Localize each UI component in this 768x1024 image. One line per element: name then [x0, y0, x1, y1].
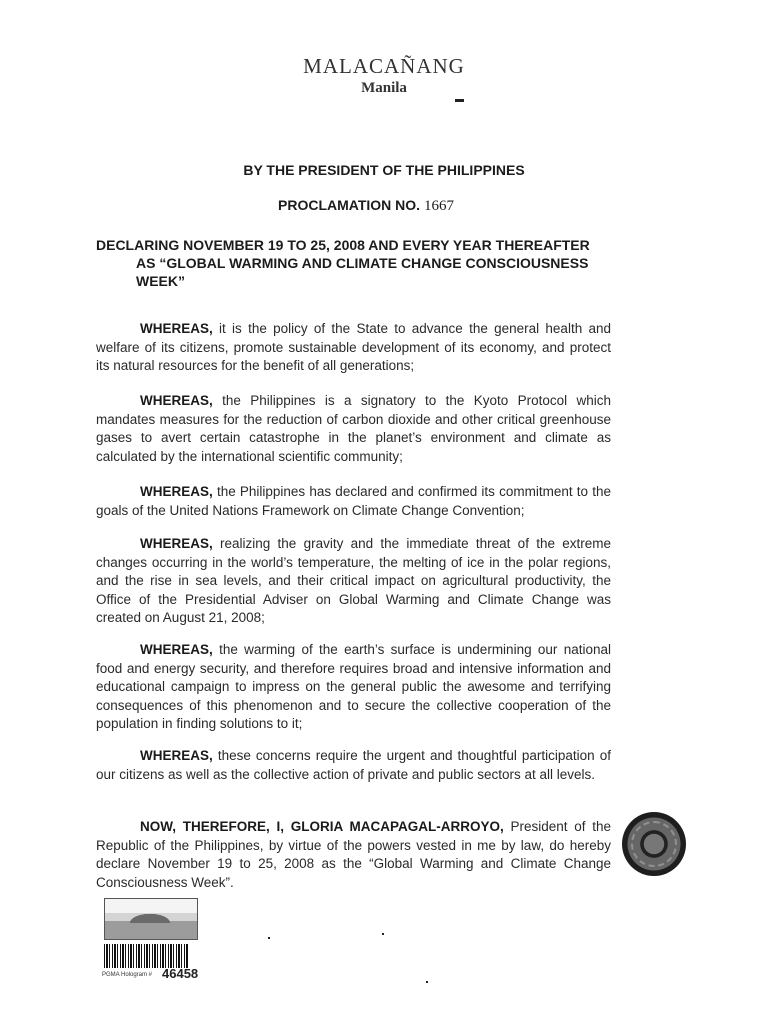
whereas-clause-3 — [96, 483, 611, 520]
clause-lead: WHEREAS, — [140, 321, 213, 336]
office-name: MALACAÑANG — [303, 54, 465, 78]
proclamation-label: PROCLAMATION NO. — [278, 197, 421, 213]
scan-speck — [382, 933, 384, 935]
barcode — [104, 944, 188, 968]
clause-text: President of the Republic of the Philippines, by virtue of the powers vested in me by law, do hereby declare November 19 to 25, 2008 as the “Global Warming and Climate Change Consciousness Week”. — [96, 819, 612, 890]
office-city: Manila — [361, 80, 407, 96]
clause-lead: WHEREAS, — [140, 536, 213, 551]
proclamation-number: 1667 — [423, 198, 454, 214]
clause-lead: WHEREAS, — [140, 484, 213, 499]
title-line-1: DECLARING NOVEMBER 19 TO 25, 2008 AND EVERY YEAR THEREAFTER — [96, 237, 590, 253]
title-line-2: AS “GLOBAL WARMING AND CLIMATE CHANGE CONSCIOUSNESS WEEK” — [136, 255, 589, 289]
scan-speck — [455, 99, 464, 102]
scan-speck — [426, 981, 428, 983]
clause-text: the Philippines has declared and confirmed its commitment to the goals of the United Nations Framework on Climate Change Convention; — [96, 484, 611, 518]
scan-speck — [268, 937, 270, 939]
whereas-clause-1 — [96, 320, 611, 376]
declaration-clause — [96, 818, 611, 892]
clause-lead: NOW, THEREFORE, I, GLORIA MACAPAGAL-ARROYO, — [140, 819, 504, 834]
clause-text: the warming of the earth’s surface is undermining our national food and energy security, and therefore requires broad and intensive information and educational campaign to impress on the general public the awesome and terrifying consequences of this phenomenon and to secure the collective cooperation of the population in finding solutions to it; — [96, 642, 611, 731]
clause-text: realizing the gravity and the immediate threat of the extreme changes occurring in the world’s temperature, the melting of ice in the polar regions, and the rise in sea levels, and their critical impact on agricultural productivity, the Office of the Presidential Adviser on Global Warming and Climate Change was created on August 21, 2008; — [96, 536, 611, 625]
clause-lead: WHEREAS, — [140, 642, 213, 657]
hologram-label: PGMA Hologram # — [102, 972, 153, 978]
hologram-number: 46458 — [162, 966, 199, 981]
whereas-clause-6 — [96, 747, 611, 784]
issuer-byline: BY THE PRESIDENT OF THE PHILIPPINES — [243, 162, 525, 178]
presidential-seal — [622, 812, 686, 876]
hologram-sticker — [104, 898, 198, 940]
clause-text: the Philippines is a signatory to the Kyoto Protocol which mandates measures for the reduction of carbon dioxide and other critical greenhouse gases to avert certain catastrophe in the planet’s environment and climate as calculated by the international scientific community; — [96, 393, 611, 464]
proclamation-title — [96, 236, 616, 290]
clause-lead: WHEREAS, — [140, 748, 213, 763]
proclamation-heading — [278, 197, 454, 215]
clause-text: it is the policy of the State to advance the general health and welfare of its citizens, promote sustainable development of its economy, and protect its natural resources for the benefit of all generations; — [96, 321, 611, 373]
clause-text: these concerns require the urgent and thoughtful participation of our citizens as well as the collective action of private and public sectors at all levels. — [96, 748, 611, 782]
clause-lead: WHEREAS, — [140, 393, 213, 408]
whereas-clause-5 — [96, 641, 611, 734]
whereas-clause-4 — [96, 535, 611, 628]
whereas-clause-2 — [96, 392, 611, 466]
